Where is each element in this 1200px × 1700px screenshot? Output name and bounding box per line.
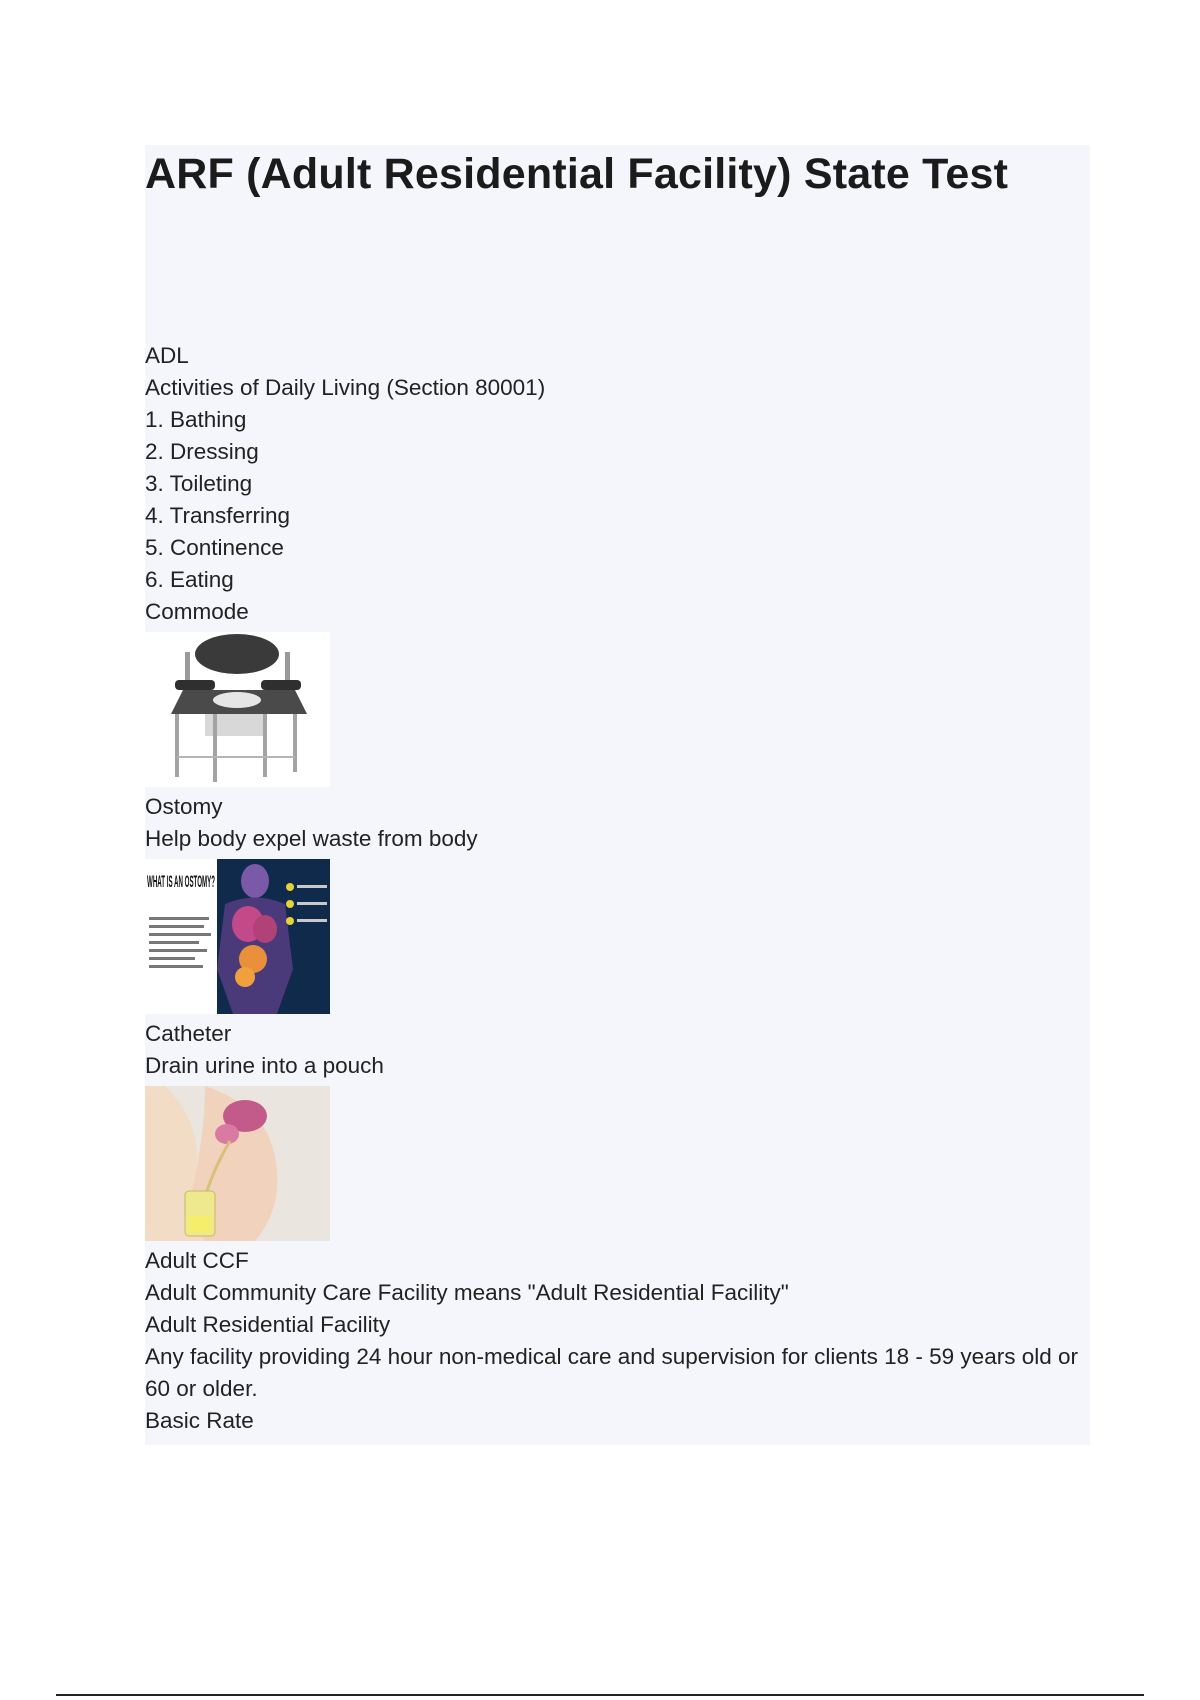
- definition-ostomy: Help body expel waste from body: [145, 826, 478, 851]
- catheter-image: [145, 1086, 330, 1241]
- definition-adult-residential-facility: Any facility providing 24 hour non-medical care and supervision for clients 18 - 59 years old or 60 or older.: [145, 1344, 1078, 1401]
- term-adl: ADL: [145, 343, 189, 368]
- definition-catheter: Drain urine into a pouch: [145, 1053, 384, 1078]
- term-commode: Commode: [145, 599, 249, 624]
- adl-item: 5. Continence: [145, 535, 284, 560]
- adl-item: 4. Transferring: [145, 503, 291, 528]
- document-title: ARF (Adult Residential Facility) State Test: [145, 150, 1009, 198]
- footer-divider: [56, 1694, 1144, 1696]
- term-ostomy: Ostomy: [145, 794, 223, 819]
- adl-item: 2. Dressing: [145, 439, 259, 464]
- term-catheter: Catheter: [145, 1021, 232, 1046]
- adl-item: 3. Toileting: [145, 471, 253, 496]
- ostomy-image-caption: WHAT IS AN OSTOMY?: [147, 872, 215, 891]
- term-adult-ccf: Adult CCF: [145, 1248, 249, 1273]
- commode-image: [145, 632, 330, 787]
- adl-item: 6. Eating: [145, 567, 234, 592]
- adl-item: 1. Bathing: [145, 407, 247, 432]
- definition-adl: Activities of Daily Living (Section 80001): [145, 375, 546, 400]
- flashcard-list: [145, 340, 1090, 1437]
- term-adult-residential-facility: Adult Residential Facility: [145, 1312, 391, 1337]
- ostomy-image: [145, 859, 330, 1014]
- term-basic-rate: Basic Rate: [145, 1408, 254, 1433]
- definition-adult-ccf: Adult Community Care Facility means "Adult Residential Facility": [145, 1280, 789, 1305]
